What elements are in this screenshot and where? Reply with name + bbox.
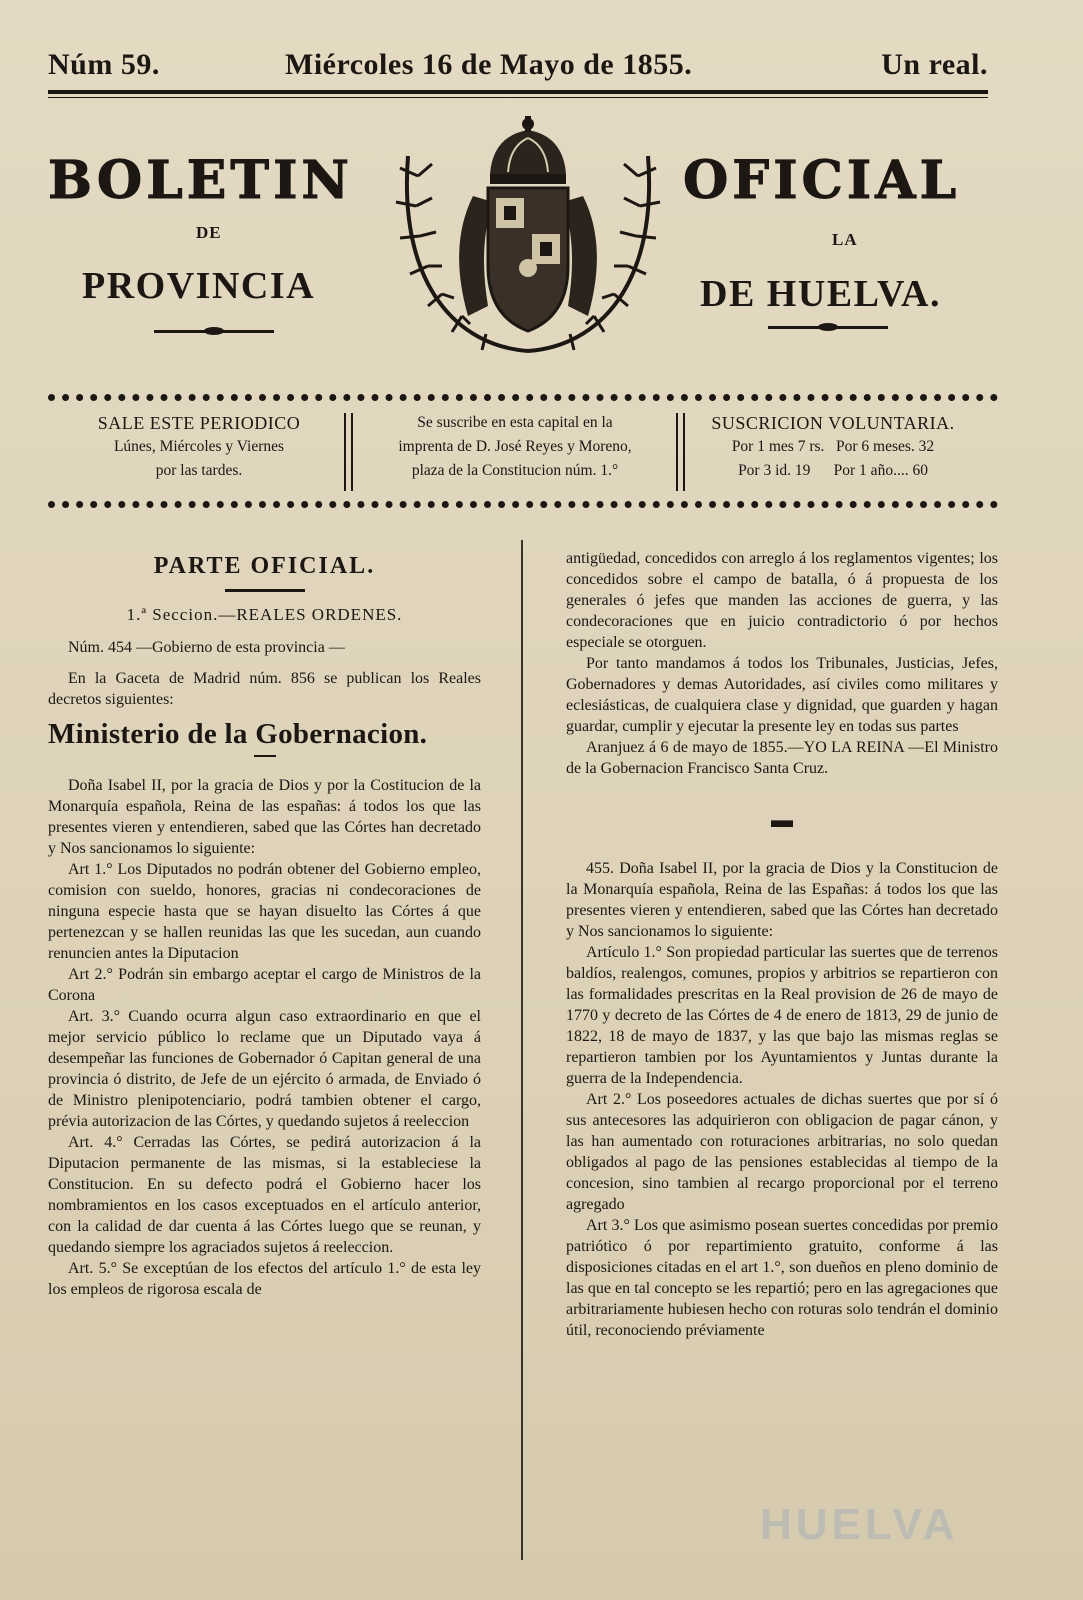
article-paragraph: Art 2.° Los poseedores actuales de dichas suertes que por sí ó sus antecesores las adquirieron con obligacion de pagar cánon, y las han aumentado con roturaciones arbitrarias, no solo quedan obligados al pago de las pensiones establecidas al tiempo de la concesion, sino tambien al recargo proporcional por el terreno agregado — [566, 1091, 998, 1213]
place-line-2: imprenta de D. José Reyes y Moreno, — [398, 438, 632, 455]
decree-paragraph: Doña Isabel II, por la gracia de Dios y por la Costitucion de la Monarquía española, Reina de las españas: á todos los que las presentes vieren y entendieren, sabed que las Córtes han decretado y Nos sancionamos lo siguiente: — [48, 777, 481, 857]
decree-455-paragraph: 455. Doña Isabel II, por la gracia de Dios y la Constitucion de la Monarquía española, Reina de las Españas: á todos los que las presentes vieren y entendieren, sabed que las Córtes han decretado y Nos sancionamos lo siguiente: — [566, 860, 998, 940]
issue-price: Un real. — [881, 48, 988, 81]
box-separator — [676, 413, 685, 491]
article-paragraph: Artículo 1.° Son propiedad particular las suertes que de terrenos baldíos, realengos, comunes, propios y arbitrios se repartieron con las formalidades prescritas en la Real provision de 26 de mayo de 1770 y decreto de las Córtes de 4 de enero de 1813, 29 de junio de 1822, 18 de mayo de 1837, y las que bajo las mismas reglas se repartieron tambien por los Ayuntamientos y Juntas durante la guerra de la Independencia. — [566, 944, 998, 1087]
article-paragraph: Art. 4.° Cerradas las Córtes, se pedirá autorizacion á la Diputacion permanente de las mismas, si la estableciese la Constitucion. En su defecto podrá el Gobierno hacer los nombramientos en los casos exceptuados en el artículo anterior, con la calidad de dar cuenta á las Córtes luego que se reunan, y quedando siempre los agraciados sujetos á reeleccion. — [48, 1134, 481, 1256]
schedule-title: SALE ESTE PERIODICO — [97, 413, 301, 433]
article-paragraph: Art. 5.° Se exceptúan de los efectos del artículo 1.° de esta ley los empleos de rigorosa escala de — [48, 1260, 481, 1298]
place-line-3: plaza de la Constitucion núm. 1.° — [411, 462, 619, 479]
masthead-oficial: OFICIAL — [683, 150, 961, 211]
issue-date: Miércoles 16 de Mayo de 1855. — [285, 48, 693, 81]
article-paragraph: Art 1.° Los Diputados no podrán obtener del Gobierno empleo, comision con sueldo, honores, gracias ni condecoraciones de ninguna especie hasta que se hayan disuelto las Córtes á que pertenezcan y se hallen reunidas las que les sucedan, aun cuando renuncien antes la Diputacion — [48, 861, 481, 962]
schedule-time: por las tardes. — [155, 462, 243, 479]
prices-row-1: Por 1 mes 7 rs. Por 6 meses. 32 — [731, 438, 935, 455]
section-dash: ▬ — [771, 807, 793, 832]
article-paragraph: Art 2.° Podrán sin embargo aceptar el cargo de Ministros de la Corona — [48, 966, 481, 1004]
watermark: HUELVA — [760, 1500, 959, 1549]
masthead-huelva: DE HUELVA. — [700, 273, 941, 315]
subscription-box — [48, 394, 998, 508]
schedule-days: Lúnes, Miércoles y Viernes — [113, 438, 285, 455]
header-rule — [48, 90, 988, 94]
gaceta-paragraph: En la Gaceta de Madrid núm. 856 se publican los Reales decretos siguientes: — [48, 670, 481, 708]
masthead-de: DE — [196, 223, 222, 242]
order-number: Núm. 454 —Gobierno de esta provincia — — [68, 639, 345, 656]
section-heading: PARTE OFICIAL. — [153, 553, 376, 579]
issue-number: Núm 59. — [48, 48, 160, 81]
place-line-1: Se suscribe en esta capital en la — [417, 414, 613, 431]
continued-paragraph: antigüedad, concedidos con arreglo á los reglamentos vigentes; los concedidos sobre el campo de batalla, ó á propuesta de los generales ó jefes que manden las acciones de guerra, y las condecoraciones que en juicio contradictorio ó por hechos especiale se otorguen. — [566, 550, 998, 651]
masthead-provincia: PROVINCIA — [82, 265, 316, 307]
ministry-rule — [254, 755, 276, 757]
issue-header — [48, 48, 988, 88]
ministry-heading: Ministerio de la Gobernacion. — [48, 718, 428, 750]
box-separator — [344, 413, 353, 491]
column-divider — [521, 540, 523, 1560]
prices-title: SUSCRICION VOLUNTARIA. — [711, 413, 955, 433]
mandate-paragraph: Por tanto mandamos á todos los Tribunales, Justicias, Jefes, Gobernadores y demas Autoridades, así civiles como militares y eclesiásticas, de cualquiera clase y dignidad, que guarden y hagan guardar, cumplir y ejecutar la presente ley en todas sus partes — [566, 655, 998, 735]
masthead-ornament-left — [154, 330, 274, 333]
header-rule-thin — [48, 97, 988, 98]
left-column — [48, 548, 481, 1300]
right-column — [566, 548, 998, 1341]
coat-of-arms-icon — [378, 116, 678, 366]
subscription-prices — [688, 411, 978, 483]
section-subtitle: 1.ª Seccion.—REALES ORDENES. — [126, 605, 403, 624]
masthead-ornament-right — [768, 326, 888, 329]
article-paragraph: Art 3.° Los que asimismo posean suertes concedidas por premio patriótico ó por repartimiento gratuito, conforme á las disposiciones citadas en el art 1.°, son dueños en pleno dominio de las que en tal concepto se les repartió; pero en las agregaciones que arbitrariamente hubiesen hecho con roturas solo tendrán el dominio útil, reconociendo préviamente — [566, 1217, 998, 1339]
masthead-la: LA — [832, 230, 858, 249]
masthead-boletin: BOLETIN — [48, 150, 353, 211]
prices-row-2: Por 3 id. 19 Por 1 año.... 60 — [738, 462, 928, 479]
article-paragraph: Art. 3.° Cuando ocurra algun caso extraordinario en que el mejor servicio público lo reclame que un Diputado vaya á desempeñar las funciones de Gobernador ó Capitan general de una provincia ó distrito, de Jefe de un ejército ó armada, de Enviado ó de Ministro plenipotenciario, podrá tambien obtener el cargo, prévia autorizacion de las Córtes, y quedando sujetos á reeleccion — [48, 1008, 481, 1130]
subscription-place — [360, 411, 670, 483]
heading-rule — [225, 589, 305, 592]
signature-paragraph: Aranjuez á 6 de mayo de 1855.—YO LA REINA —El Ministro de la Gobernacion Francisco Santa Cruz. — [566, 739, 998, 777]
publication-schedule — [68, 411, 330, 483]
